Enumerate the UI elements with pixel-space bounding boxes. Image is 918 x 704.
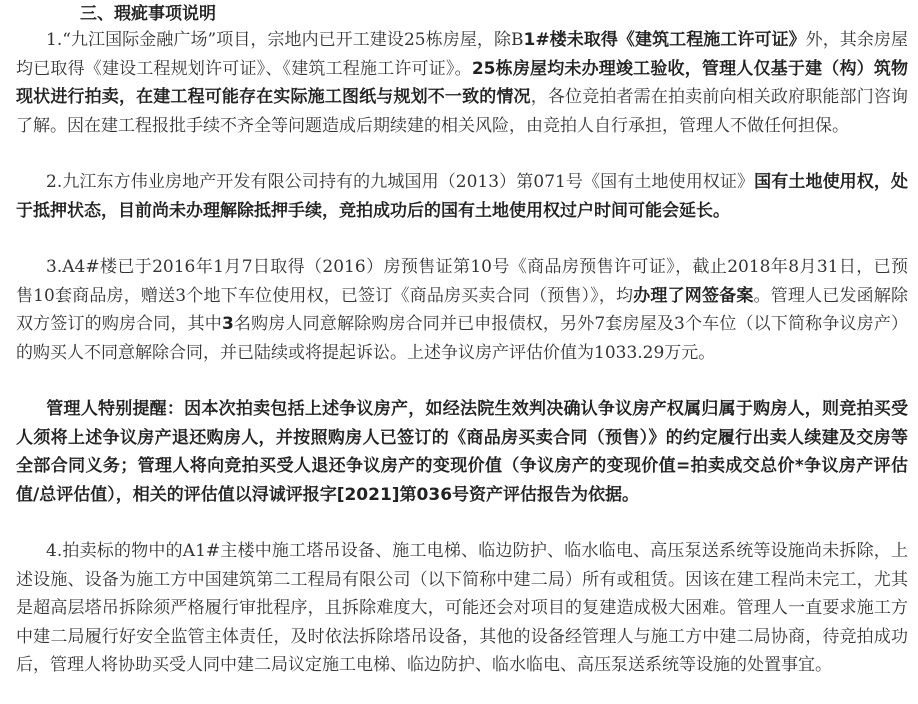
paragraph-item-3: [16, 253, 908, 367]
segment: 4.拍卖标的物中的A1#主楼中施工塔吊设备、施工电梯、临边防护、临水临电、高压泵送系统等设施尚未拆除，上述设施、设备为施工方中国建筑第二工程局有限公司（以下简称中建二局）所有或租赁。因该在建工程尚未完工，尤其是超高层塔吊拆除须严格履行审批程序，且拆除难度大，可能还会对项目的复建造成极大困难。管理人一直要求施工方中建二局履行好安全监管主体责任，及时依法拆除塔吊设备，其他的设备经管理人与施工方中建二局协商，待竞拍成功后，管理人将协助买受人同中建二局议定施工电梯、临边防护、临水临电、高压泵送系统等设施的处置事宜。: [16, 541, 908, 676]
paragraph-item-1: [16, 26, 908, 140]
paragraph-item-2: [16, 168, 908, 225]
segment: 。管理人已发函解除双方签订的购房合同，其中: [16, 285, 909, 335]
segment: 1.“九江国际金融广场”项目，宗地内已开工建设25栋房屋，除B: [46, 30, 524, 50]
segment-bold: 1#楼未取得《建筑工程施工许可证》: [523, 30, 806, 50]
segment: ，各位竞拍者需在拍卖前向相关政府职能部门咨询了解。因在建工程报批手续不齐全等问题造成后期续建的相关风险，由竞拍人自行承担，管理人不做任何担保。: [16, 87, 909, 136]
manager-special-notice: [16, 395, 908, 509]
segment: 2.九江东方伟业房地产开发有限公司持有的九城国用（2013）第071号《国有土地使用权证》: [46, 172, 755, 192]
segment-bold: 25栋房屋均未办理竣工验收，管理人仅基于建（构）筑物现状进行拍卖，在建工程可能存在实际施工图纸与规划不一致的情况: [16, 58, 909, 108]
segment: 外，其余房屋均已取得《建设工程规划许可证》、《建筑工程施工许可证》。: [16, 30, 909, 79]
segment-bold: 办理了网签备案: [633, 285, 754, 306]
segment: 名购房人同意解除购房合同并已申报债权，另外7套房屋及3个车位（以下简称争议房产）的购买人不同意解除合同，并已陆续或将提起诉讼。上述争议房产评估价值为1033.29万元。: [16, 314, 908, 363]
paragraph-item-4: [16, 537, 908, 680]
segment-bold: 3: [221, 314, 234, 335]
section-heading: 三、瑕疵事项说明: [80, 4, 216, 24]
segment: 3.A4#楼已于2016年1月7日取得（2016）房预售证第10号《商品房预售许可证》，截止2018年8月31日，已预售10套商品房，赠送3个地下车位使用权，已签订《商品房买卖合同（预售）》，均: [16, 257, 908, 306]
segment-bold: 国有土地使用权，处于抵押状态，目前尚未办理解除抵押手续，竞拍成功后的国有土地使用权过户时间可能会延长。: [16, 172, 909, 221]
segment-bold: 管理人特别提醒：因本次拍卖包括上述争议房产，如经法院生效判决确认争议房产权属归属于购房人，则竞拍买受人须将上述争议房产退还购房人，并按照购房人已签订的《商品房买卖合同（预售）》的约定履行出卖人续建及交房等全部合同义务；管理人将向竞拍买受人退还争议房产的变现价值（争议房产的变现价值=拍卖成交总价*争议房产评估值/总评估值），相关的评估值以浔诚评报字[2021]第036号资产评估报告为依据。: [16, 399, 908, 505]
